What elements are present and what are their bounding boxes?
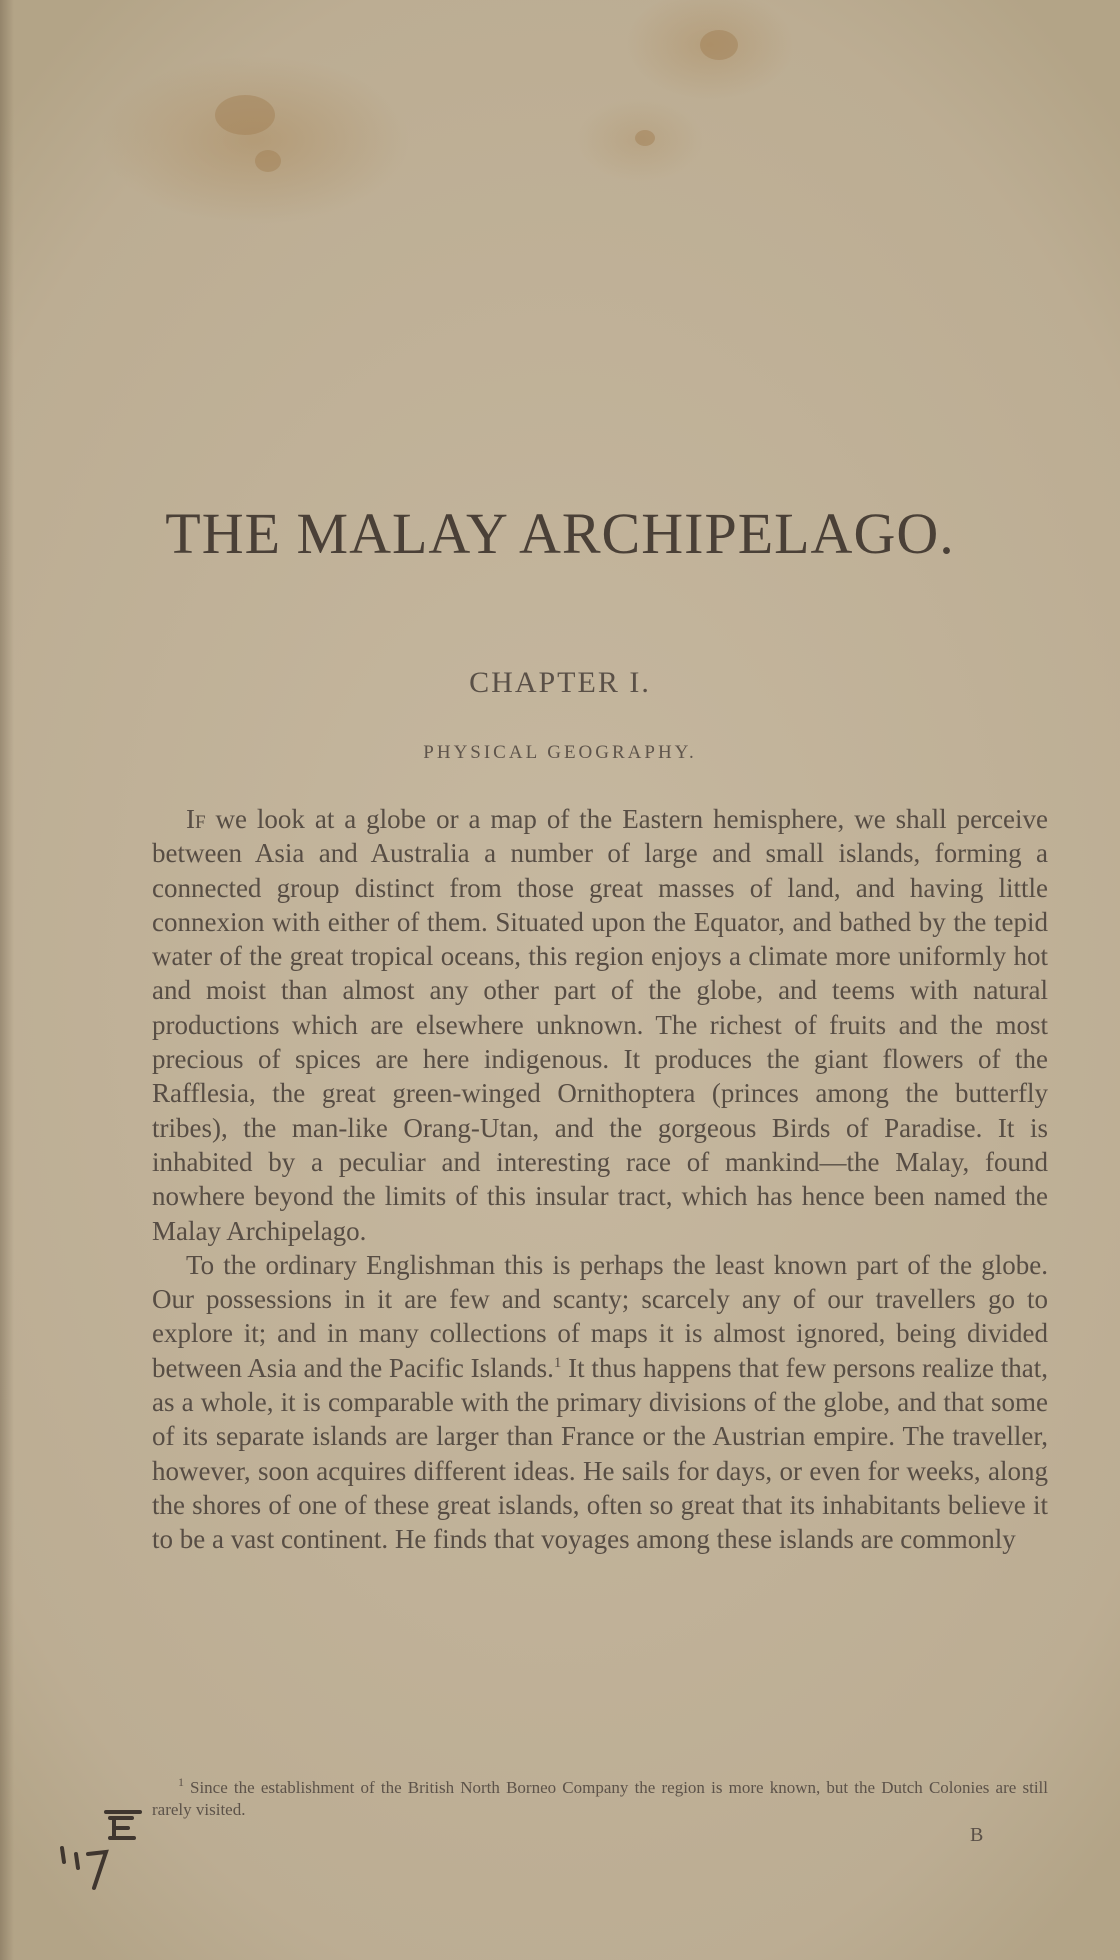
handwritten-annotation	[48, 1804, 158, 1894]
paragraph-text: we look at a globe or a map of the Eastern hemisphere, we shall perceive between Asia and Australia a number of large and small islands, forming a connected group distinct from those great masses of land, and having little connexion with either of them. Situated upon the Equator, and bathed by the tepid water of the great tropical oceans, this region enjoys a climate more uniformly hot and moist than almost any other part of the globe, and teems with natural productions which are elsewhere unknown. The richest of fruits and the most precious of spices are here indigenous. It produces the giant flowers of the Rafflesia, the great green-winged Ornithoptera (princes among the butterfly tribes), the man-like Orang-Utan, and the gorgeous Birds of Paradise. It is inhabited by a peculiar and interesting race of mankind—the Malay, found nowhere beyond the limits of this insular tract, which has hence been named the Malay Archipelago.	[152, 804, 1048, 1246]
signature-mark: B	[970, 1824, 984, 1846]
paragraph	[152, 1248, 1048, 1557]
book-title: THE MALAY ARCHIPELAGO.	[165, 501, 955, 566]
section-heading: PHYSICAL GEOGRAPHY.	[423, 742, 697, 763]
foxing-stain	[215, 95, 275, 135]
footnote-mark: 1	[178, 1775, 184, 1790]
chapter-heading: CHAPTER I.	[469, 666, 651, 699]
paragraph	[152, 802, 1048, 1248]
footnote-text: Since the establishment of the British North Borneo Company the region is more known, but the Dutch Colonies are still rarely visited.	[152, 1778, 1048, 1819]
foxing-stain	[700, 30, 738, 60]
body-text	[152, 802, 1048, 1557]
foxing-stain	[635, 130, 655, 146]
paragraph-text: To the ordinary Englishman this is perhaps the least known part of the globe. Our possessions in it are few and scanty; scarcely any of our travellers go to explore it; and in many collections of maps it is almost ignored, being divided between Asia and the Pacific Islands.	[152, 1249, 1048, 1383]
paragraph-text: It thus happens that few persons realize that, as a whole, it is comparable with the primary divisions of the globe, and that some of its separate islands are larger than France or the Austrian empire. The traveller, however, soon acquires different ideas. He sails for days, or even for weeks, along the shores of one of these great islands, often so great that its inhabitants believe it to be a vast continent. He finds that voyages among these islands are commonly	[152, 1352, 1048, 1555]
footnote	[152, 1777, 1048, 1821]
footnote-reference: 1	[553, 1354, 562, 1371]
paragraph-lead-word: If	[186, 804, 206, 834]
page-spine-shadow	[0, 0, 14, 1960]
foxing-stain	[255, 150, 281, 172]
